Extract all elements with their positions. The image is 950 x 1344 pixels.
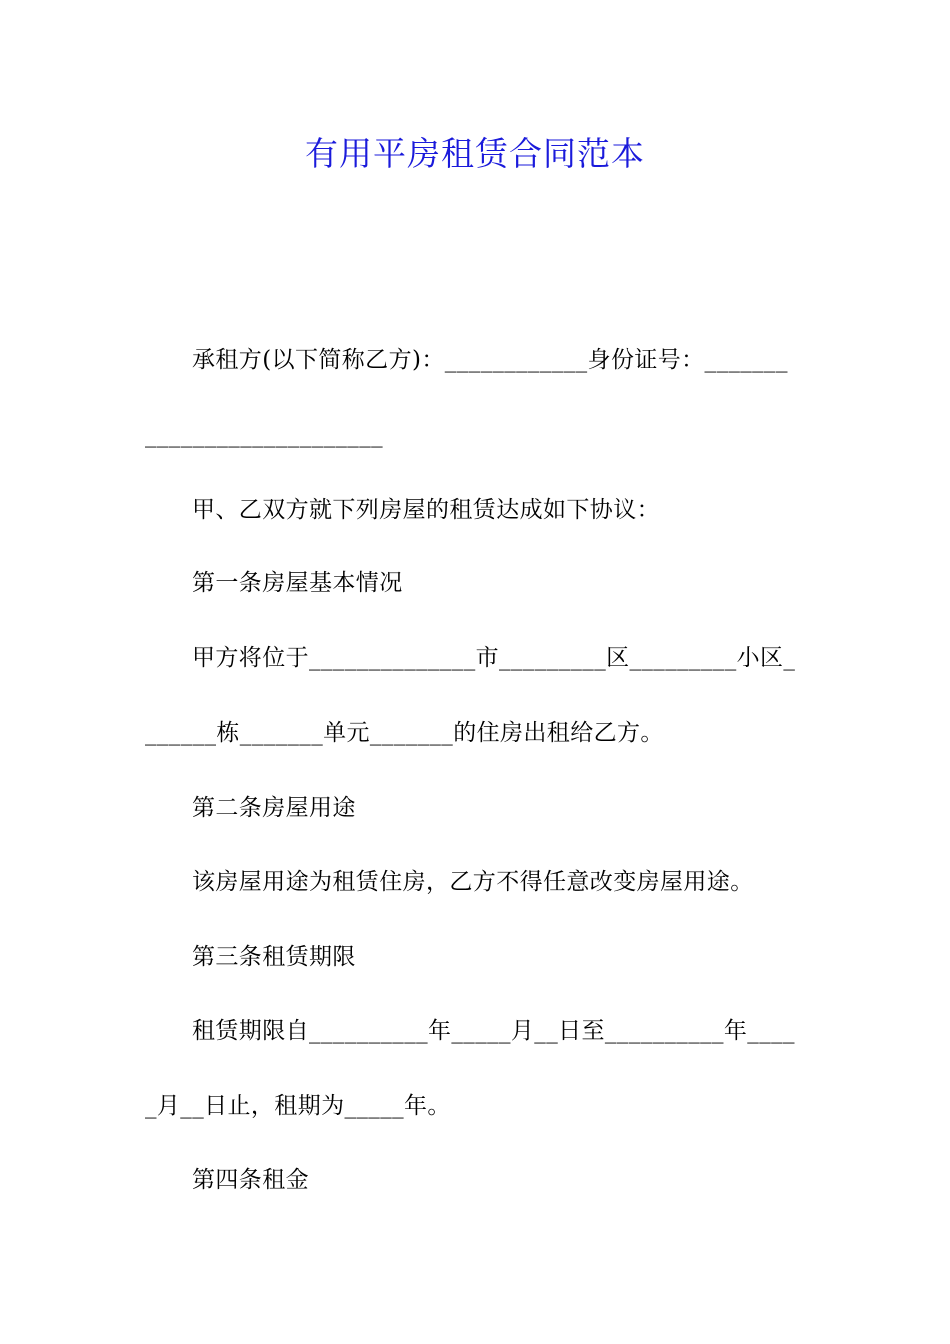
article-3-term-line: 租赁期限自__________年_____月__日至__________年____ (192, 1018, 795, 1044)
article-2-body: 该房屋用途为租赁住房，乙方不得任意改变房屋用途。 (192, 869, 754, 895)
article-2-heading: 第二条房屋用途 (192, 795, 356, 821)
document-title: 有用平房租赁合同范本 (305, 134, 645, 173)
lessee-id-continuation: ____________________ (145, 422, 383, 448)
article-1-address-continuation: ______栋_______单元_______的住房出租给乙方。 (145, 720, 664, 746)
article-1-address-line: 甲方将位于______________市_________区_________小区_ (192, 645, 796, 671)
agreement-intro: 甲、乙双方就下列房屋的租赁达成如下协议： (192, 497, 660, 523)
article-1-heading: 第一条房屋基本情况 (192, 570, 403, 596)
article-3-term-continuation: _月__日止，租期为_____年。 (145, 1093, 451, 1119)
article-3-heading: 第三条租赁期限 (192, 944, 356, 970)
article-4-heading: 第四条租金 (192, 1167, 309, 1193)
lessee-line: 承租方(以下简称乙方)：____________身份证号：_______ (192, 347, 788, 373)
